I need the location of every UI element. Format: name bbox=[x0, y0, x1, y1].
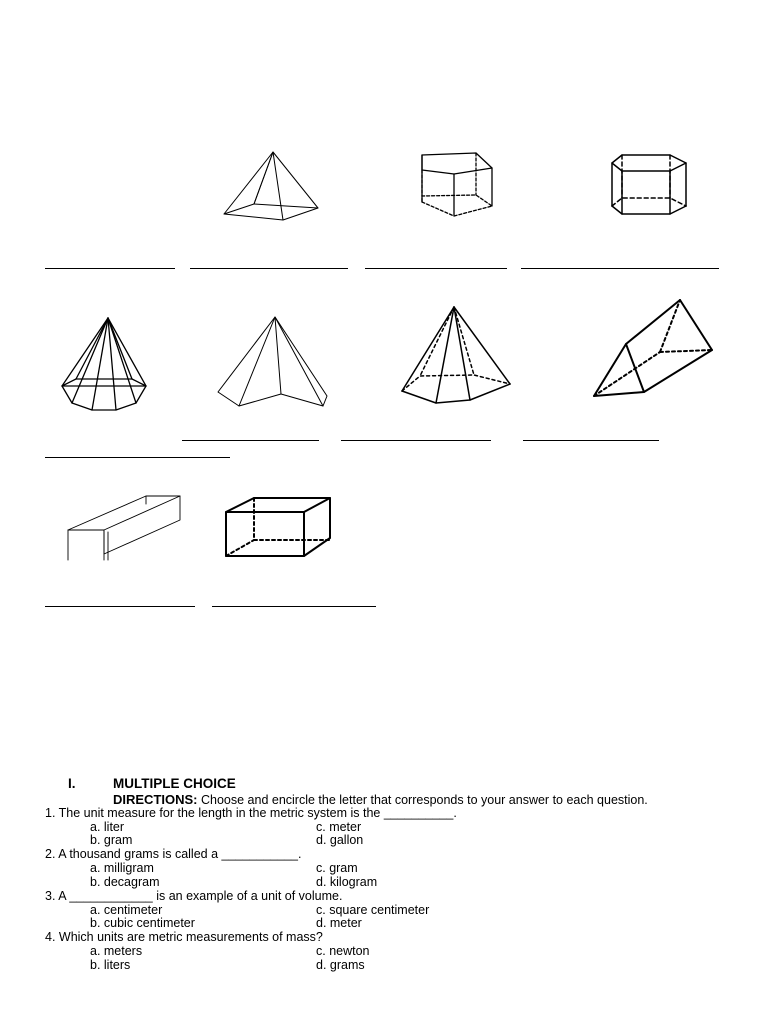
question-2: 2. A thousand grams is called a ___________. bbox=[45, 847, 302, 861]
q3-option-c[interactable]: c. square centimeter bbox=[316, 903, 430, 917]
hexagonal-prism-icon bbox=[606, 150, 696, 220]
q1-option-a[interactable]: a. liter bbox=[90, 820, 125, 834]
square-prism-icon bbox=[64, 492, 184, 564]
q1-option-d[interactable]: d. gallon bbox=[316, 833, 364, 847]
octagonal-pyramid-icon bbox=[58, 314, 156, 414]
rectangular-prism-icon bbox=[222, 494, 334, 562]
answer-blank-9[interactable] bbox=[45, 606, 195, 607]
question-3: 3. A ____________ is an example of a unit of volume. bbox=[45, 889, 343, 903]
q3-option-d[interactable]: d. meter bbox=[316, 916, 362, 930]
q2-option-c[interactable]: c. gram bbox=[316, 861, 358, 875]
pentagonal-pyramid-icon bbox=[215, 314, 331, 410]
triangular-prism-icon bbox=[590, 296, 716, 402]
q2-option-a[interactable]: a. milligram bbox=[90, 861, 154, 875]
q2-option-d[interactable]: d. kilogram bbox=[316, 875, 378, 889]
section-heading bbox=[68, 776, 236, 791]
q3-option-b[interactable]: b. cubic centimeter bbox=[90, 916, 195, 930]
hexagonal-pyramid-icon bbox=[398, 302, 516, 408]
question-1: 1. The unit measure for the length in the metric system is the __________. bbox=[45, 806, 457, 820]
square-pyramid-icon bbox=[218, 148, 320, 224]
section-number: I. bbox=[68, 776, 76, 791]
answer-blank-3[interactable] bbox=[365, 268, 507, 269]
directions-text: Choose and encircle the letter that corresponds to your answer to each question. bbox=[200, 793, 648, 807]
directions bbox=[113, 792, 648, 807]
q4-option-a[interactable]: a. meters bbox=[90, 944, 143, 958]
section-title: MULTIPLE CHOICE bbox=[113, 776, 236, 791]
q1-option-c[interactable]: c. meter bbox=[316, 820, 362, 834]
pentagonal-prism-icon bbox=[414, 150, 510, 220]
answer-blank-8[interactable] bbox=[45, 457, 230, 458]
question-4: 4. Which units are metric measurements of mass? bbox=[45, 930, 323, 944]
answer-blank-10[interactable] bbox=[212, 606, 376, 607]
directions-label: DIRECTIONS: bbox=[113, 792, 198, 807]
q1-option-b[interactable]: b. gram bbox=[90, 833, 133, 847]
answer-blank-4[interactable] bbox=[521, 268, 719, 269]
answer-blank-2[interactable] bbox=[190, 268, 348, 269]
answer-blank-6[interactable] bbox=[341, 440, 491, 441]
answer-blank-1[interactable] bbox=[45, 268, 175, 269]
q2-option-b[interactable]: b. decagram bbox=[90, 875, 160, 889]
q4-option-c[interactable]: c. newton bbox=[316, 944, 370, 958]
q4-option-b[interactable]: b. liters bbox=[90, 958, 131, 972]
q3-option-a[interactable]: a. centimeter bbox=[90, 903, 163, 917]
q4-option-d[interactable]: d. grams bbox=[316, 958, 365, 972]
answer-blank-7[interactable] bbox=[523, 440, 659, 441]
answer-blank-5[interactable] bbox=[182, 440, 319, 441]
